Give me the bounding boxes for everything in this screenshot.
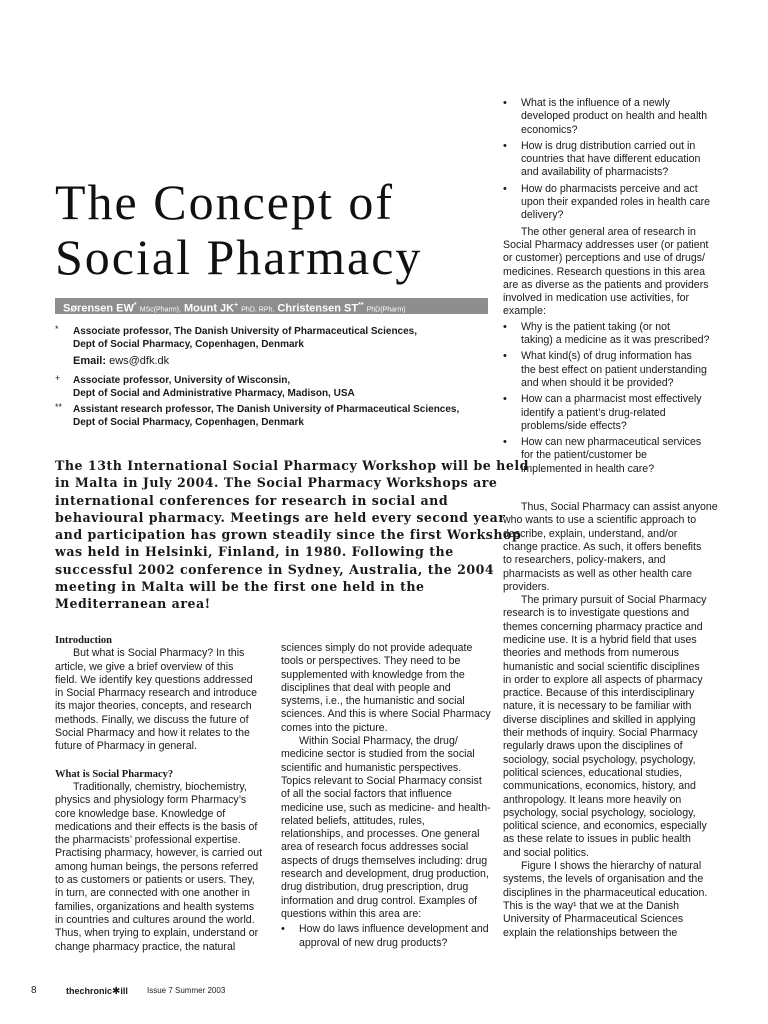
text-line: field. We identify key questions addressed [55,673,253,686]
paragraph [281,642,491,735]
text-line: identify a patient’s drug-related [521,406,666,419]
text-line: delivery? [521,209,564,222]
text-line: related beliefs, attitudes, rules, [281,814,425,827]
text-line: How is drug distribution carried out in [521,139,696,152]
text-line: Traditionally, chemistry, biochemistry, [73,780,247,793]
text-line: or customer) perceptions and use of drugs/ [503,252,705,265]
text-line: anthropology. It leans more heavily on [503,793,682,806]
author-3-credentials: PhD(Pharm) [366,306,406,314]
column-3 [503,95,718,940]
author-1-name: Sørensen EW [63,302,134,314]
intro-paragraph [55,647,270,753]
text-line: methods. Finally, we discuss the future of [55,713,249,726]
text-line: What kind(s) of drug information has [521,350,692,363]
text-line: Within Social Pharmacy, the drug/ [299,735,458,748]
affiliation-line: Assistant research professor, The Danish University of Pharmaceutical Sciences, [73,404,460,415]
text-line: What is the influence of a newly [521,97,670,109]
text-line: area of research focus addresses social [281,841,469,854]
text-line: Social Pharmacy and how it relates to the [55,727,250,740]
what-paragraph [55,781,270,954]
text-line: systems, i.e., the humanistic and social [281,695,465,708]
logo-suffix: ill [120,986,128,996]
lede-line: and participation has grown steadily since the first Workshop [55,527,522,543]
author-2-name: Mount JK [184,302,235,314]
text-line: sociology, social psychology, psychology, [503,753,696,766]
text-line: research and development, drug production, [281,868,489,881]
bullet-icon: • [503,320,507,333]
text-line: taking) a medicine as it was prescribed? [521,334,710,347]
text-line: as these relate to issues in public health [503,833,691,846]
lede-line: was held in Helsinki, Finland, in 1980. Following the [55,544,454,560]
affiliation-2 [55,374,495,400]
lede-line: successful 2002 conference in Sydney, Australia, the 2004 [55,561,495,577]
text-line: to researchers, policy-makers, and [503,554,666,567]
text-line: This is the way¹ that we at the Danish [503,899,680,912]
text-line: medicine use, such as medicine- and health- [281,801,491,814]
section-heading-what-is: What is Social Pharmacy? [55,768,174,780]
text-line: But what is Social Pharmacy? In this [73,647,245,660]
text-line: political science, and economics, especially [503,820,707,833]
text-line: The primary pursuit of Social Pharmacy [521,594,707,607]
text-line: implemented in health care? [521,462,655,475]
column-1 [55,632,270,954]
text-line: systems, the levels of organisation and the [503,873,704,886]
title-line-2: Social Pharmacy [55,229,423,285]
bullet-icon: • [503,97,507,109]
affiliation-3 [55,403,495,429]
affiliation-line: Dept of Social and Administrative Pharmacy, Madison, USA [73,388,355,399]
logo-middle: chronic [79,986,113,996]
text-line: information and drug control. Examples of [281,894,478,907]
text-line: How can new pharmaceutical services [521,436,702,449]
text-line: How do pharmacists perceive and act [521,182,698,195]
lede-line: meeting in Malta will be the first one held in the [55,579,425,595]
text-line: disciplines that deal with people and [281,681,451,694]
text-line: diverse disciplines and skilled in applying [503,713,696,726]
text-line: The other general area of research in [521,225,696,238]
text-line: communications, economics, history, and [503,780,696,793]
text-line: Practising pharmacy, however, is carried out [55,847,263,860]
paragraph [503,860,718,940]
affiliation-line: Associate professor, University of Wisconsin, [73,375,291,386]
lede-line: international conferences for research in social and [55,492,449,508]
column-2 [281,642,491,953]
paragraph [503,594,718,860]
bullet-icon: • [503,393,507,406]
text-line: themes concerning pharmacy practice and [503,620,703,633]
affiliation-mark: + [55,373,61,383]
text-line: its major theories, concepts, and research [55,700,252,713]
bullet-item [503,183,718,223]
text-line: are as diverse as the patients and providers [503,278,709,291]
text-line: sciences. And this is where Social Pharmacy [281,708,491,721]
author-3-mark: ** [358,302,364,309]
text-line: article, we give a brief overview of this [55,660,234,673]
text-line: and availability of pharmacists? [521,166,669,179]
text-line: explain the relationships between the [503,926,678,939]
text-line: How can a pharmacist most effectively [521,393,702,406]
text-line: aspects of drugs themselves including: drug [281,854,488,867]
text-line: research is to investigate questions and [503,607,690,620]
logo-prefix: the [66,986,80,996]
email-address[interactable]: ews@dfk.dk [109,355,170,367]
bullet-item [503,97,718,137]
text-line: core knowledge base. Knowledge of [55,807,226,820]
bullet-item [503,350,718,390]
text-line: University of Pharmaceutical Sciences [503,913,684,926]
paragraph [503,501,718,594]
text-line: economics? [521,123,578,136]
author-1-mark: * [133,302,137,309]
text-line: disciplines in the pharmaceutical education. [503,886,708,899]
text-line: political sciences, educational studies, [503,766,683,779]
text-line: comes into the picture. [281,721,388,734]
text-line: pharmacists as well as other health care [503,567,693,580]
text-line: change practice. As such, it offers benefits [503,540,702,553]
text-line: humanistic and social scientific disciplines [503,660,700,673]
lede-line: in Malta in July 2004. The Social Pharmacy Workshops are [55,475,498,491]
lede-line: behavioural pharmacy. Meetings are held every second year [55,509,506,525]
text-line: medicine sector is studied from the social [281,748,475,761]
text-line: for the patient/customer be [521,449,648,462]
author-2-credentials: PhD, RPh, [241,306,275,314]
lede-line: The 13th International Social Pharmacy Workshop will be held [55,458,529,473]
affiliation-line: Dept of Social Pharmacy, Copenhagen, Denmark [73,339,304,350]
text-line: involved in medication use activities, for [503,292,690,305]
author-2-mark: + [234,302,239,309]
bullet-item [503,393,718,433]
affiliations [55,325,495,432]
text-line: problems/side effects? [521,419,627,432]
text-line: in turn, are connected with one another in [55,887,250,900]
star-icon: ✱ [112,986,121,997]
text-line: countries that have different education [521,153,701,166]
text-line: to as customers or patients or users. They, [55,874,255,887]
text-line: psychology, social psychology, sociology, [503,806,696,819]
text-line: among human beings, the persons referred [55,860,259,873]
text-line: practice. Because of this interdisciplinary [503,687,695,700]
text-line: supplemented with knowledge from the [281,668,465,681]
text-line: and when should it be provided? [521,376,674,389]
author-1-credentials: MSc(Pharm), [139,306,181,314]
text-line: nature, it is necessary to be familiar with [503,700,692,713]
text-line: drug distribution, drug prescription, drug [281,881,469,894]
text-line: in Social Pharmacy research and introduce [55,687,257,700]
email-line [55,355,495,368]
text-line: Figure I shows the hierarchy of natural [521,860,702,873]
paragraph [503,226,718,319]
text-line: example: [503,305,546,318]
affiliation-mark: ** [55,402,63,412]
bullet-item [503,321,718,348]
text-line: who wants to use a scientific approach to [503,514,697,527]
text-line: families, organizations and health systems [55,900,255,913]
bullet-item [281,923,491,950]
bullet-icon: • [503,182,507,195]
publication-logo [66,986,128,997]
text-line: medications and their effects is the basis of [55,820,258,833]
text-line: describe, explain, understand, and/or [503,527,678,540]
text-line: in countries and cultures around the world. [55,913,255,926]
text-line: medicine use. It is a hybrid field that uses [503,633,697,646]
text-line: Thus, Social Pharmacy can assist anyone [521,501,718,514]
section-heading-introduction: Introduction [55,635,112,646]
text-line: physics and physiology form Pharmacy’s [55,794,247,807]
text-line: tools or perspectives. They need to be [281,655,461,668]
affiliation-line: Dept of Social Pharmacy, Copenhagen, Denmark [73,417,304,428]
text-line: and social politics. [503,846,589,859]
text-line: future of Pharmacy in general. [55,740,197,753]
page-footer [0,984,768,1000]
page-number: 8 [31,985,37,996]
text-line: of all the social factors that influence [281,788,452,801]
text-line: the pharmacists’ professional expertise. [55,834,241,847]
text-line: upon their expanded roles in health care [521,196,711,209]
text-line: sciences simply do not provide adequate [281,642,473,654]
text-line: scientific and humanistic perspectives. [281,761,462,774]
text-line: medicines. Research questions in this area [503,265,705,278]
text-line: How do laws influence development and [299,923,489,936]
text-line: change pharmacy practice, the natural [55,940,236,953]
text-line: Why is the patient taking (or not [521,320,670,333]
bullet-item [503,436,718,476]
text-line: providers. [503,580,550,593]
text-line: approval of new drug products? [299,936,448,949]
bullet-icon: • [503,436,507,449]
bullet-icon: • [281,923,285,936]
affiliation-line: Associate professor, The Danish University of Pharmaceutical Sciences, [73,326,418,337]
text-line: questions within this area are: [281,907,422,920]
bullet-icon: • [503,350,507,363]
text-line: relationships, and processes. One general [281,828,480,841]
paragraph [281,735,491,921]
text-line: Thus, when trying to explain, understand or [55,927,259,940]
email-label: Email: [73,355,107,367]
article-title [55,175,495,285]
title-line-1: The Concept of [55,174,395,230]
text-line: their methods of inquiry. Social Pharmacy [503,727,698,740]
issue-label: Issue 7 Summer 2003 [147,986,226,995]
lede-line: Mediterranean area! [55,596,211,612]
text-line: Topics relevant to Social Pharmacy consist [281,774,482,787]
affiliation-mark: * [55,324,59,334]
author-bar [55,298,488,314]
text-line: in order to explore all aspects of pharmacy [503,673,703,686]
text-line: Social Pharmacy addresses user (or patient [503,238,709,251]
author-3-name: Christensen ST [277,302,359,314]
text-line: the best effect on patient understanding [521,363,707,376]
text-line: regularly draws upon the disciplines of [503,740,683,753]
bullet-item [503,140,718,180]
text-line: developed product on health and health [521,110,708,123]
affiliation-1 [55,325,495,351]
bullet-icon: • [503,139,507,152]
text-line: theories and methods from numerous [503,647,680,660]
